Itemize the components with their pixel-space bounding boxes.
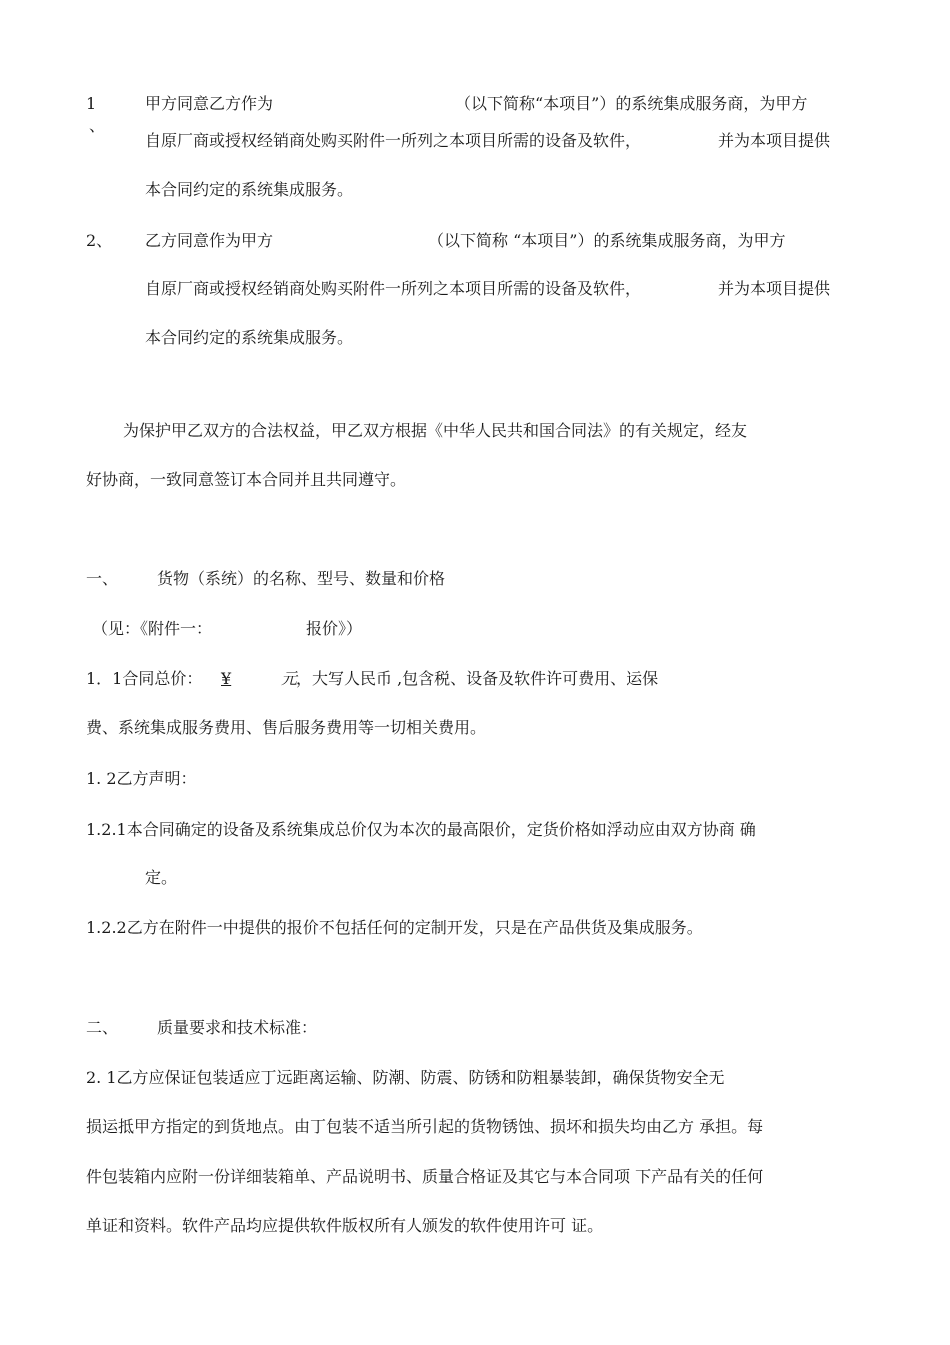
section-1-see-a: （见：《附件一： [92,619,213,638]
clause-2-1-line-1: 2. 1乙方应保证包装适应丁远距离运输、防潮、防震、防锈和防粗暴装卸，确保货物安全无 [86,1068,725,1087]
clause-1-1-rest: ，大写人民币 ,包含税、设备及软件许可费用、运保 [296,669,659,688]
clause-1-line2a: 自原厂商或授权经销商处购买附件一所列之本项目所需的设备及软件， [145,131,642,150]
section-1-title: 货物（系统）的名称、型号、数量和价格 [157,569,446,588]
clause-1-lead: 甲方同意乙方作为 [145,94,274,113]
clause-1-1-label: 1．1合同总价： [86,669,203,688]
section-2-title: 质量要求和技术标准： [157,1018,318,1037]
section-1-see-b: 报价》） [306,619,363,638]
clause-1-1-yen: ¥ [221,669,232,688]
clause-2-1-line-4: 单证和资料。软件产品均应提供软件版权所有人颁发的软件使用许可 证。 [86,1216,604,1235]
clause-2-line2a: 自原厂商或授权经销商处购买附件一所列之本项目所需的设备及软件， [145,279,642,298]
clause-1-2-1-cont: 定。 [145,868,178,887]
clause-1-2-1: 1.2.1本合同确定的设备及系统集成总价仅为本次的最高限价，定货价格如浮动应由双方协商 确 [86,820,756,839]
clause-2-line3: 本合同约定的系统集成服务。 [145,328,354,347]
clause-2-lead: 乙方同意作为甲方 [145,231,274,250]
clause-1-2: 1. 2乙方声明： [86,769,197,788]
clause-1-2-2: 1.2.2乙方在附件一中提供的报价不包括任何的定制开发，只是在产品供货及集成服务。 [86,918,703,937]
clause-2-line2b: 并为本项目提供 [718,279,831,298]
clause-1-line2b: 并为本项目提供 [718,131,831,150]
clause-2-number: 2、 [86,231,113,250]
clause-1-number: 1 [86,94,97,113]
clause-1-1-line2: 费、系统集成服务费用、售后服务费用等一切相关费用。 [86,718,487,737]
section-2-number: 二、 [86,1018,119,1037]
clause-1-line3: 本合同约定的系统集成服务。 [145,180,354,199]
clause-1-paren: （以下简称“本项目”）的系统集成服务商，为甲方 [455,94,808,113]
preamble-line-2: 好协商，一致同意签订本合同并且共同遵守。 [86,470,407,489]
section-1-number: 一、 [86,569,119,588]
clause-2-1-line-2: 损运抵甲方指定的到货地点。由丁包装不适当所引起的货物锈蚀、损坏和损失均由乙方 承担。每 [86,1117,764,1136]
clause-1-1-yuan: 元 [281,669,298,688]
clause-2-paren: （以下简称 “本项目”）的系统集成服务商，为甲方 [428,231,786,250]
preamble-line-1: 为保护甲乙双方的合法权益，甲乙双方根据《中华人民共和国合同法》的有关规定，经友 [123,421,748,440]
clause-2-1-line-3: 件包装箱内应附一份详细装箱单、产品说明书、质量合格证及其它与本合同项 下产品有关的任何 [86,1167,764,1186]
clause-1-mark: 、 [89,116,106,135]
